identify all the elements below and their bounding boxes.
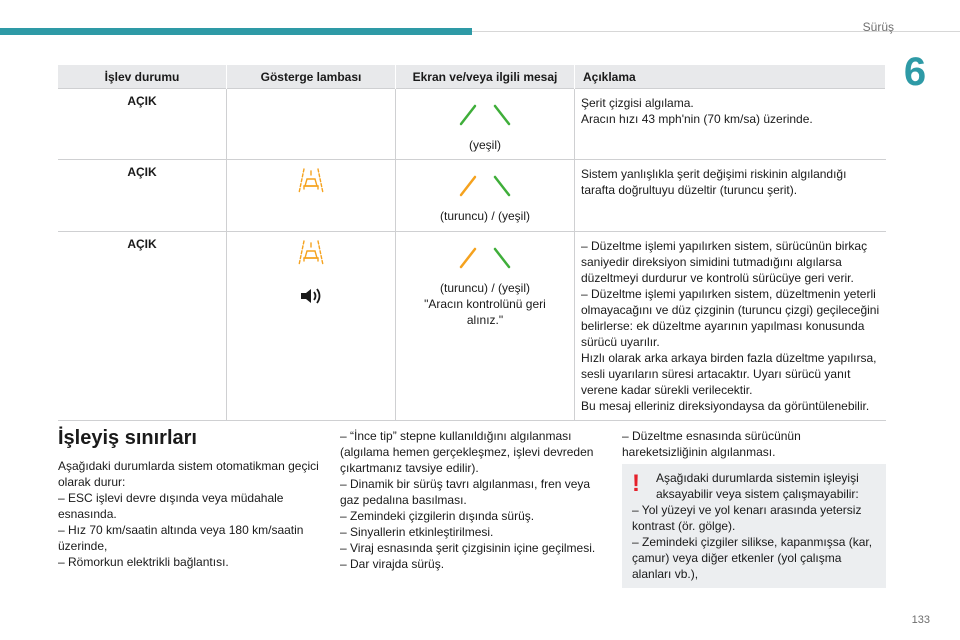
- state-cell: AÇIK: [58, 232, 227, 421]
- screen-caption: (turuncu) / (yeşil): [439, 209, 531, 223]
- lane-lines-orange-green-icon: [455, 244, 515, 270]
- description-cell: [575, 89, 886, 160]
- lane-lines-green-green-icon: [455, 101, 515, 127]
- description-line: – Düzeltme işlemi yapılırken sistem, sürücünün birkaç saniyedir direksiyon simidini tutmadığını algılarsa düzeltmeyi durdurur ve kontrolü sürücüye geri verir.: [581, 239, 868, 285]
- page-number: 133: [911, 614, 930, 626]
- list-item: – Dar virajda sürüş.: [340, 557, 445, 571]
- screen-message: "Aracın kontrolünü geri alınız.": [424, 297, 546, 327]
- chapter-number: 6: [903, 50, 927, 94]
- screen-cell: [396, 232, 575, 421]
- list-item: – Sinyallerin etkinleştirilmesi.: [340, 525, 494, 539]
- description-line: Şerit çizgisi algılama.: [581, 96, 694, 110]
- table-row: [58, 89, 886, 160]
- list-item: – Römorkun elektrikli bağlantısı.: [58, 555, 229, 569]
- description-line: Hızlı olarak arka arkaya birden fazla düzeltme yapılırsa, sesli uyarıların süresi artacaktır. Uyarı sürücü yanıt verene kadar sürekli verilecektir.: [581, 351, 877, 397]
- screen-caption: (yeşil): [469, 138, 501, 152]
- lamp-cell: [227, 160, 396, 232]
- lane-keep-warning-icon: [295, 238, 327, 268]
- speaker-icon: [299, 286, 323, 306]
- limits-heading: İşleyiş sınırları: [58, 427, 197, 449]
- warning-box: [622, 464, 886, 588]
- description-line: Aracın hızı 43 mph'nin (70 km/sa) üzerinde.: [581, 112, 813, 126]
- description-cell: [575, 160, 886, 232]
- lane-assist-status-table: [58, 65, 886, 421]
- lamp-cell: [227, 232, 396, 421]
- lane-lines-orange-green-icon: [455, 172, 515, 198]
- list-item: – Viraj esnasında şerit çizgisinin içine geçilmesi.: [340, 541, 596, 555]
- limits-column-1: [58, 426, 326, 570]
- screen-caption: (turuncu) / (yeşil): [439, 281, 531, 295]
- list-item: – Hız 70 km/saatin altında veya 180 km/saatin üzerinde,: [58, 523, 304, 553]
- warning-list: [632, 502, 880, 582]
- description-line: – Düzeltme işlemi yapılırken sistem, düzeltmenin yeterli olmayacağını ve düz çizginin (turuncu çizgi) geçileceğini belirlerse: ek düzeltme ayarının yapılması konusunda sürücü uyarılır.: [581, 287, 880, 349]
- description-cell: [575, 232, 886, 421]
- list-item: – Zemindeki çizgilerin dışında sürüş.: [340, 509, 535, 523]
- list-item: – “İnce tip” stepne kullanıldığını algılanması (algılama hemen gerçekleşmez, işlevi devreden çıkartmanız tavsiye edilir).: [340, 429, 594, 475]
- header-accent-bar: [0, 28, 472, 35]
- list-item: – Zemindeki çizgiler silikse, kapanmışsa (kar, çamur) veya diğer etkenler (yol çalışma alanları vb.),: [632, 535, 873, 581]
- list-item: – Düzeltme esnasında sürücünün hareketsizliğinin algılanması.: [622, 429, 801, 459]
- limits-column-3: [622, 428, 884, 460]
- limits-column-2: [340, 428, 606, 572]
- list-item: – Yol yüzeyi ve yol kenarı arasında yetersiz kontrast (ör. gölge).: [632, 503, 862, 533]
- table-header-row: [58, 65, 886, 89]
- column-header-description: Açıklama: [575, 65, 886, 89]
- table-row: [58, 232, 886, 421]
- list-item: – Dinamik bir sürüş tavrı algılanması, fren veya gaz pedalına basılması.: [340, 477, 591, 507]
- limits-intro: Aşağıdaki durumlarda sistem otomatikman geçici olarak durur:: [58, 459, 319, 489]
- screen-cell: [396, 89, 575, 160]
- warning-lead: Aşağıdaki durumlarda sistemin işleyişi aksayabilir veya sistem çalışmayabilir:: [656, 471, 859, 501]
- state-cell: AÇIK: [58, 160, 227, 232]
- list-item: – ESC işlevi devre dışında veya müdahale esnasında.: [58, 491, 284, 521]
- lamp-cell: [227, 89, 396, 160]
- section-title: Sürüş: [862, 20, 894, 34]
- column-header-lamp: Gösterge lambası: [227, 65, 396, 89]
- exclamation-icon: !: [632, 470, 640, 497]
- lane-keep-warning-icon: [295, 166, 327, 196]
- screen-cell: [396, 160, 575, 232]
- column-header-screen: Ekran ve/veya ilgili mesaj: [396, 65, 575, 89]
- table-row: [58, 160, 886, 232]
- description-line: Bu mesaj elleriniz direksiyondaysa da görüntülenebilir.: [581, 399, 870, 413]
- column-header-state: İşlev durumu: [58, 65, 227, 89]
- state-cell: AÇIK: [58, 89, 227, 160]
- description-line: Sistem yanlışlıkla şerit değişimi riskinin algılandığı tarafta doğrultuyu düzeltir (turuncu şerit).: [581, 167, 847, 197]
